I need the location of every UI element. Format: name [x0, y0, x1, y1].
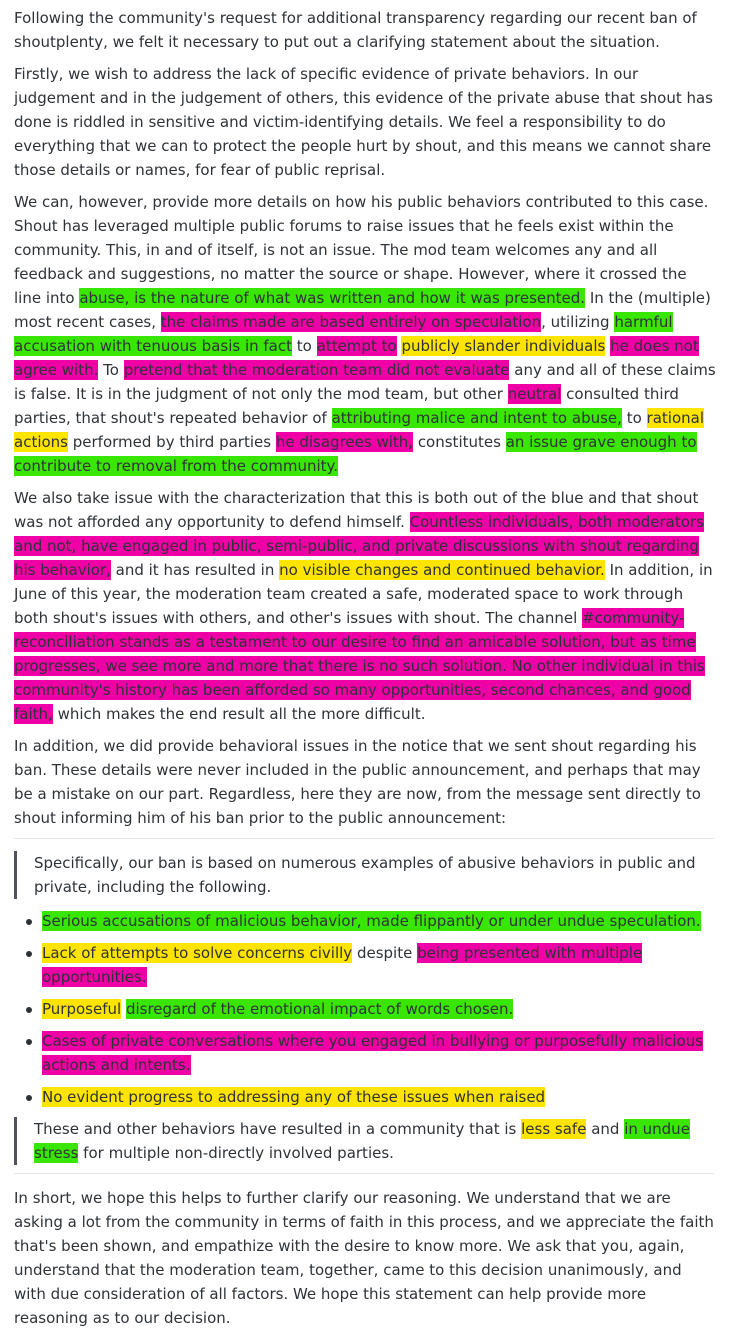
text-segment: In addition, in June of this year, the moderation team created a safe, moderated space to work through both shout's issues with others, and other's issues with shout. The channel: [14, 561, 713, 627]
list-item: [26, 941, 718, 989]
text-segment: consulted third parties, that shout's repeated behavior of: [14, 385, 679, 427]
list-item: [26, 1085, 718, 1109]
text-segment: which makes the end result all the more difficult.: [52, 705, 426, 723]
bullet-icon: [26, 1039, 32, 1045]
list-item-text: [42, 999, 513, 1019]
text-segment: to: [292, 337, 317, 355]
bullet-icon: [26, 919, 32, 925]
text-segment: Specifically, our ban is based on numerous examples of abusive behaviors in public and private, including the following.: [34, 854, 696, 896]
highlight-magenta: Cases of private conversations where you engaged in bullying or purposefully malicious actions and intents.: [42, 1032, 704, 1074]
highlight-green: attributing malice and intent to abuse,: [331, 409, 622, 427]
text-segment: and: [586, 1120, 625, 1138]
highlight-magenta: being presented with multiple opportunities.: [42, 944, 643, 986]
text-segment: to: [621, 409, 647, 427]
bullet-icon: [26, 1007, 32, 1013]
quote-outro-block: [14, 1117, 718, 1165]
highlight-green: harmful accusation with tenuous basis in fact: [14, 313, 673, 355]
text-segment: These and other behaviors have resulted in a community that is: [34, 1120, 522, 1138]
highlight-yellow: publicly slander individuals: [401, 337, 606, 355]
text-segment: Firstly, we wish to address the lack of specific evidence of private behaviors. In our judgement and in the judgement of others, this evidence of the private abuse that shout has done is riddled in sensitive and victim-identifying details. We feel a responsibility to do everything that we can to protect the people hurt by shout, and this means we cannot share those details or names, for fear of public reprisal.: [14, 65, 713, 179]
highlight-magenta: Countless individuals, both moderators and not, have engaged in public, semi-public, and private discussions with shout regarding his behavior,: [14, 513, 704, 579]
text-segment: , utilizing: [541, 313, 615, 331]
highlight-magenta: pretend that the moderation team did not evaluate: [123, 361, 510, 379]
text-segment: To: [98, 361, 124, 379]
list-item-text: [42, 1087, 545, 1107]
behavior-list: [14, 909, 718, 1109]
quote-outro-text: [34, 1117, 718, 1165]
quote-intro-text: [34, 851, 718, 899]
text-segment: We can, however, provide more details on how his public behaviors contributed to this case. Shout has leveraged multiple public forums to raise issues that he feels exist within the community. This, in and of itself, is not an issue. The mod team welcomes any and all feedback and suggestions, no matter the source or shape. However, where it crossed the line into: [14, 193, 709, 307]
list-item-text: [42, 943, 642, 987]
highlight-green: disregard of the emotional impact of words chosen.: [125, 1000, 514, 1018]
paragraph-opportunities: [14, 486, 718, 726]
paragraph-evidence: [14, 62, 718, 182]
text-segment: In addition, we did provide behavioral issues in the notice that we sent shout regarding his ban. These details were never included in the public announcement, and perhaps that may be a mistake on our part. Regardless, here they are now, from the message sent directly to shout informing him of his ban prior to the public announcement:: [14, 737, 701, 827]
highlight-green: abuse, is the nature of what was written and how it was presented.: [79, 289, 586, 307]
highlight-magenta: he does not agree with.: [14, 337, 699, 379]
highlight-green: in undue stress: [34, 1120, 690, 1162]
list-item: [26, 909, 718, 933]
highlight-magenta: neutral: [507, 385, 562, 403]
highlight-magenta: attempt to: [316, 337, 397, 355]
paragraph-closing: [14, 1186, 718, 1330]
text-segment: performed by third parties: [68, 433, 276, 451]
bullet-icon: [26, 1095, 32, 1101]
highlight-magenta: he disagrees with,: [275, 433, 414, 451]
list-item: [26, 997, 718, 1021]
paragraph-public-behaviors: [14, 190, 718, 478]
highlight-yellow: No evident progress to addressing any of these issues when raised: [42, 1088, 546, 1106]
bullet-icon: [26, 951, 32, 957]
highlight-yellow: less safe: [521, 1120, 587, 1138]
quote-intro-block: [14, 851, 718, 899]
text-segment: and it has resulted in: [110, 561, 280, 579]
text-segment: We also take issue with the characterization that this is both out of the blue and that shout was not afforded any opportunity to defend himself.: [14, 489, 699, 531]
text-segment: constitutes: [413, 433, 506, 451]
list-item-text: [42, 1031, 703, 1075]
paragraph-intro: [14, 6, 718, 54]
highlight-yellow: Purposeful: [42, 1000, 122, 1018]
divider-top: [14, 838, 714, 839]
text-segment: In short, we hope this helps to further clarify our reasoning. We understand that we are asking a lot from the community in terms of faith in this process, and we appreciate the faith that's been shown, and empathize with the desire to know more. We ask that you, again, understand that the moderation team, together, came to this decision unanimously, and with due consideration of all factors. We hope this statement can help provide more reasoning as to our decision.: [14, 1189, 714, 1327]
divider-bottom: [14, 1173, 714, 1174]
list-item: [26, 1029, 718, 1077]
highlight-green: an issue grave enough to contribute to removal from the community.: [14, 433, 697, 475]
text-segment: any and all of these claims is false. It is in the judgment of not only the mod team, but other: [14, 361, 716, 403]
highlight-yellow: rational actions: [14, 409, 704, 451]
highlight-magenta: the claims made are based entirely on speculation: [160, 313, 542, 331]
paragraph-ban-notice: [14, 734, 718, 830]
list-item-text: [42, 911, 701, 931]
highlight-green: Serious accusations of malicious behavior, made flippantly or under undue speculation.: [42, 912, 701, 930]
text-segment: Following the community's request for additional transparency regarding our recent ban of shoutplenty, we felt it necessary to put out a clarifying statement about the situation.: [14, 9, 697, 51]
highlight-yellow: no visible changes and continued behavior.: [279, 561, 605, 579]
text-segment: for multiple non-directly involved parties.: [78, 1144, 394, 1162]
highlight-magenta: #community-reconciliation stands as a testament to our desire to find an amicable solution, but as time progresses, we see more and more that there is no such solution. No other individual in this community's history has been afforded so many opportunities, second chances, and good faith,: [14, 609, 705, 723]
text-segment: despite: [352, 944, 418, 962]
text-segment: In the (multiple) most recent cases,: [14, 289, 711, 331]
highlight-yellow: Lack of attempts to solve concerns civilly: [42, 944, 353, 962]
